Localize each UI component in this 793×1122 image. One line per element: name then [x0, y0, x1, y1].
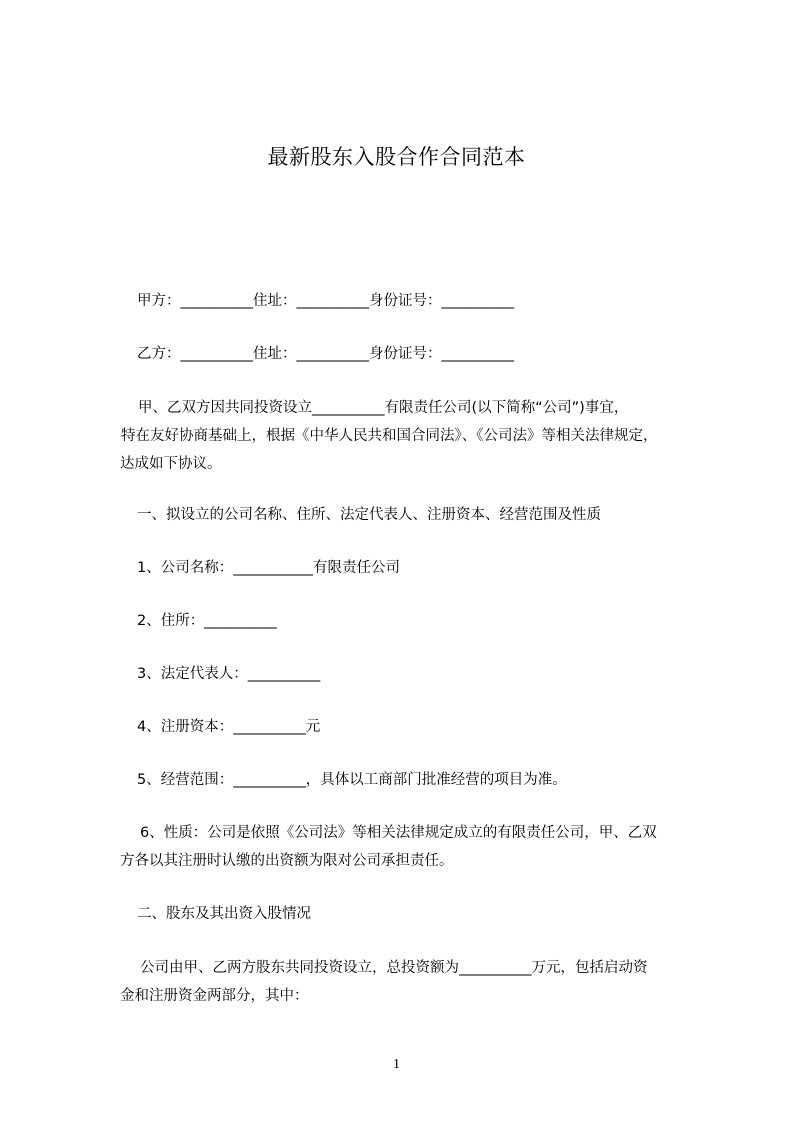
- section-1-item-5: 5、经营范围：__________，具体以工商部门批准经营的项目为准。: [137, 772, 567, 788]
- section-1-item-6-line-1: 6、性质：公司是依照《公司法》等相关法律规定成立的有限责任公司，甲、乙双: [140, 825, 657, 841]
- section-1-item-1: 1、公司名称：___________有限责任公司: [137, 560, 400, 576]
- section-1-item-2: 2、住所：__________: [137, 613, 277, 629]
- section-2-heading: 二、股东及其出资入股情况: [137, 906, 311, 922]
- preamble-line-1: 甲、乙双方因共同投资设立__________有限责任公司(以下简称“公司”)事宜，: [138, 400, 629, 416]
- preamble-line-3: 达成如下协议。: [120, 456, 222, 472]
- party-a-line: 甲方：__________住址：__________身份证号：__________: [137, 293, 514, 309]
- page-number: 1: [393, 1057, 400, 1072]
- section-2-para-line-2: 金和注册资金两部分，其中：: [120, 988, 309, 1004]
- section-1-heading: 一、拟设立的公司名称、住所、法定代表人、注册资本、经营范围及性质: [137, 507, 601, 523]
- section-1-item-3: 3、法定代表人：__________: [137, 666, 321, 682]
- preamble-line-2: 特在友好协商基础上，根据《中华人民共和国合同法》、《公司法》等相关法律规定，: [121, 428, 658, 444]
- party-b-line: 乙方：__________住址：__________身份证号：__________: [137, 346, 514, 362]
- document-title: 最新股东入股合作合同范本: [267, 145, 526, 169]
- section-1-item-6-line-2: 方各以其注册时认缴的出资额为限对公司承担责任。: [120, 853, 454, 869]
- section-2-para-line-1: 公司由甲、乙两方股东共同投资设立，总投资额为__________万元，包括启动资: [140, 960, 648, 976]
- section-1-item-4: 4、注册资本：__________元: [137, 719, 321, 735]
